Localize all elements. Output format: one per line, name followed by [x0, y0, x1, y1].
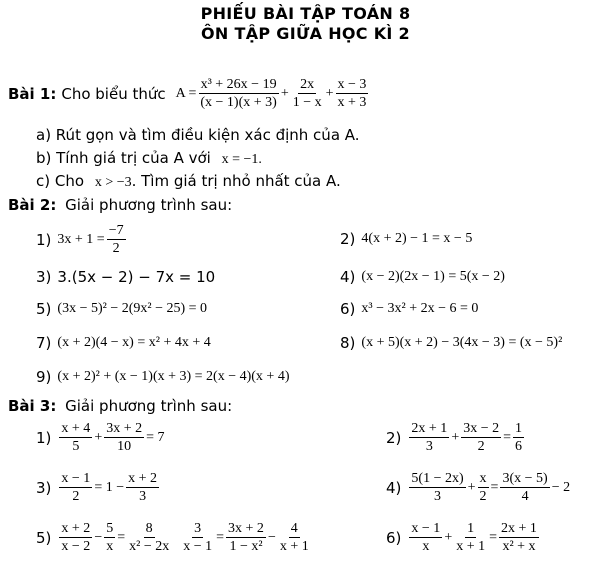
bai3-q4-op: + — [467, 479, 476, 495]
bai3-heading: Bài 3: — [8, 397, 57, 415]
bai3-q2-eq: = — [503, 429, 512, 445]
bai3-q2-fraction-c — [513, 420, 524, 455]
bai3-problem-4 — [386, 470, 570, 505]
bai3-q6-a-denominator: x — [422, 539, 430, 554]
bai3-problem-2 — [386, 420, 526, 455]
bai1-part-c-math: x > −3 — [94, 175, 132, 190]
bai3-q4-c-denominator: 4 — [521, 489, 529, 504]
bai2-p4-label: 4) — [340, 268, 356, 286]
bai2-p2-label: 2) — [340, 230, 356, 248]
bai2-p1-lhs: 3x + 1 = — [57, 231, 105, 247]
bai3-q5-eq: = — [117, 529, 126, 545]
bai2-p9-label: 9) — [36, 368, 52, 386]
bai3-q6-fraction-b — [454, 520, 487, 555]
bai2-p6-eq: x³ − 3x² + 2x − 6 = 0 — [361, 301, 479, 316]
bai2-problem-6 — [340, 300, 478, 318]
bai3-q5-c-denominator: x² − 2x — [129, 539, 170, 554]
bai2-p7-label: 7) — [36, 334, 52, 352]
bai3-q1-a-numerator: x + 4 — [61, 421, 91, 436]
bai3-q5-op: − — [94, 529, 103, 545]
bai3-q5x-fraction-a — [181, 520, 214, 555]
bai1-intro: Cho biểu thức — [61, 84, 166, 103]
bai2-p1-denominator: 2 — [112, 241, 120, 256]
bai1-plus-1: + — [280, 85, 289, 101]
bai3-q1-a-denominator: 5 — [72, 439, 80, 454]
bai3-q4-label: 4) — [386, 478, 402, 497]
bai3-q6-c-denominator: x² + x — [502, 539, 536, 554]
bai3-q3-mid: = 1 − — [94, 479, 125, 495]
bai3-q4-tail: − 2 — [551, 479, 571, 495]
bai3-problem-6 — [386, 520, 541, 555]
bai3-q1-fraction-a — [59, 420, 92, 455]
bai1-part-b-math: x = −1. — [221, 152, 262, 167]
bai3-q3-b-numerator: x + 2 — [128, 471, 158, 486]
bai2-p6-label: 6) — [340, 300, 356, 318]
bai2-p1-label: 1) — [36, 230, 52, 249]
bai3-q1-label: 1) — [36, 428, 52, 447]
bai1-part-c — [36, 172, 341, 191]
bai1-plus-2: + — [325, 85, 334, 101]
bai2-problem-5 — [36, 300, 207, 318]
bai3-q5x-b-numerator: 3x + 2 — [228, 521, 264, 536]
bai3-q3-label: 3) — [36, 478, 52, 497]
bai3-q3-fraction-b — [126, 470, 159, 505]
bai1-statement — [8, 76, 370, 111]
bai3-q4-a-denominator: 3 — [434, 489, 442, 504]
bai2-problem-2 — [340, 230, 472, 248]
bai3-q1-b-numerator: 3x + 2 — [106, 421, 143, 436]
bai3-q5x-op: − — [267, 529, 276, 545]
bai2-p8-label: 8) — [340, 334, 356, 352]
bai3-q5-a-denominator: x − 2 — [61, 539, 91, 554]
bai3-q5x-a-numerator: 3 — [194, 521, 202, 536]
bai3-q2-a-denominator: 3 — [425, 439, 433, 454]
bai1-fraction-2 — [291, 76, 324, 111]
bai1-part-b-text: b) Tính giá trị của A với — [36, 149, 211, 167]
bai3-problem-1 — [36, 420, 165, 455]
bai1-f1-denominator: (x − 1)(x + 3) — [200, 95, 277, 110]
bai1-part-b — [36, 149, 262, 168]
worksheet-subtitle: ÔN TẬP GIỮA HỌC KÌ 2 — [201, 24, 410, 43]
bai3-q6-b-denominator: x + 1 — [456, 539, 486, 554]
bai1-part-c-text1: c) Cho — [36, 172, 85, 190]
bai3-q4-eq: = — [490, 479, 499, 495]
bai3-q4-c-numerator: 3(x − 5) — [502, 471, 548, 486]
bai3-q2-c-numerator: 1 — [515, 421, 523, 436]
bai3-q6-eq: = — [489, 529, 498, 545]
bai3-q4-b-denominator: 2 — [479, 489, 487, 504]
bai3-q5-fraction-a — [59, 520, 92, 555]
bai3-q5x-a-denominator: x − 1 — [183, 539, 213, 554]
bai1-part-c-text2: . Tìm giá trị nhỏ nhất của A. — [131, 172, 341, 190]
bai3-q2-label: 2) — [386, 428, 402, 447]
bai3-q4-fraction-b — [478, 470, 489, 505]
bai2-p1-fraction — [107, 222, 126, 257]
bai3-q5-b-denominator: x — [106, 539, 114, 554]
bai2-p8-eq: (x + 5)(x + 2) − 3(4x − 3) = (x − 5)² — [361, 335, 563, 350]
bai3-q2-fraction-a — [409, 420, 449, 455]
bai3-q3-fraction-a — [59, 470, 92, 505]
bai3-q4-b-numerator: x — [479, 471, 487, 486]
bai2-problem-4 — [340, 268, 505, 286]
bai3-q5-b-numerator: 5 — [106, 521, 114, 536]
bai3-statement — [8, 397, 232, 415]
bai2-statement — [8, 196, 232, 214]
bai1-f2-denominator: 1 − x — [292, 95, 322, 110]
bai2-p3-label: 3) — [36, 268, 52, 286]
bai3-q4-fraction-a — [409, 470, 465, 505]
bai3-q4-a-numerator: 5(1 − 2x) — [411, 471, 464, 486]
bai3-q5-label: 5) — [36, 528, 52, 547]
bai1-f3-numerator: x − 3 — [337, 77, 367, 92]
bai3-q5-fraction-c — [127, 520, 171, 555]
bai3-q2-a-numerator: 2x + 1 — [411, 421, 448, 436]
bai2-p2-eq: 4(x + 2) − 1 = x − 5 — [361, 231, 473, 246]
worksheet-title: PHIẾU BÀI TẬP TOÁN 8 — [200, 4, 411, 23]
bai2-p5-eq: (3x − 5)² − 2(9x² − 25) = 0 — [57, 301, 208, 316]
bai3-q1-b-denominator: 10 — [117, 439, 132, 454]
bai2-problem-9 — [36, 368, 290, 386]
bai3-problem-3 — [36, 470, 161, 505]
bai3-q1-rhs: = 7 — [146, 429, 165, 445]
bai3-q1-op: + — [94, 429, 103, 445]
bai1-heading: Bài 1: — [8, 84, 57, 103]
bai3-q1-fraction-b — [104, 420, 144, 455]
bai2-problem-7 — [36, 334, 211, 352]
bai3-q5x-c-denominator: x + 1 — [279, 539, 309, 554]
bai3-q5-c-numerator: 8 — [145, 521, 153, 536]
bai3-q2-b-numerator: 3x − 2 — [463, 421, 500, 436]
bai1-f1-numerator: x³ + 26x − 19 — [200, 77, 277, 92]
bai2-p4-eq: (x − 2)(2x − 1) = 5(x − 2) — [361, 269, 505, 284]
bai3-q3-b-denominator: 3 — [139, 489, 147, 504]
bai3-intro: Giải phương trình sau: — [65, 397, 233, 415]
bai1-fraction-1 — [198, 76, 278, 111]
bai2-intro: Giải phương trình sau: — [65, 196, 233, 214]
bai2-p7-eq: (x + 2)(4 − x) = x² + 4x + 4 — [57, 335, 211, 350]
bai3-problem-5 — [36, 520, 313, 555]
bai3-q2-c-denominator: 6 — [515, 439, 523, 454]
bai2-problem-3 — [36, 268, 215, 286]
bai3-q2-b-denominator: 2 — [477, 439, 485, 454]
bai2-p3-eq: 3.(5x − 2) − 7x = 10 — [57, 268, 216, 286]
bai3-q2-fraction-b — [461, 420, 501, 455]
bai3-q6-fraction-a — [409, 520, 442, 555]
bai3-q5-fraction-b — [104, 520, 115, 555]
bai3-q5-a-numerator: x + 2 — [61, 521, 91, 536]
bai2-p9-eq: (x + 2)² + (x − 1)(x + 3) = 2(x − 4)(x + 4) — [57, 369, 290, 384]
bai1-fraction-3 — [336, 76, 369, 111]
bai3-q6-label: 6) — [386, 528, 402, 547]
bai3-q6-b-numerator: 1 — [467, 521, 475, 536]
bai2-heading: Bài 2: — [8, 196, 57, 214]
bai3-q2-op: + — [451, 429, 460, 445]
bai3-q6-c-numerator: 2x + 1 — [501, 521, 537, 536]
bai3-q4-fraction-c — [500, 470, 549, 505]
bai1-part-a: a) Rút gọn và tìm điều kiện xác định của A. — [36, 126, 360, 144]
bai3-q6-fraction-c — [499, 520, 539, 555]
bai1-expr-lhs: A = — [175, 85, 197, 101]
bai1-f2-numerator: 2x — [300, 77, 315, 92]
bai2-p5-label: 5) — [36, 300, 52, 318]
bai3-q3-a-denominator: 2 — [72, 489, 80, 504]
bai3-q6-a-numerator: x − 1 — [411, 521, 441, 536]
bai3-q5x-b-denominator: 1 − x² — [229, 539, 263, 554]
bai3-q6-op: + — [444, 529, 453, 545]
bai1-f3-denominator: x + 3 — [337, 95, 367, 110]
bai2-problem-1 — [36, 222, 128, 257]
bai2-p1-numerator: −7 — [108, 223, 124, 238]
bai3-q5x-c-numerator: 4 — [290, 521, 298, 536]
bai3-q5x-fraction-b — [226, 520, 266, 555]
bai3-q5x-fraction-c — [278, 520, 311, 555]
bai2-problem-8 — [340, 334, 562, 352]
bai3-q3-a-numerator: x − 1 — [61, 471, 91, 486]
bai3-q5x-eq: = — [216, 529, 225, 545]
